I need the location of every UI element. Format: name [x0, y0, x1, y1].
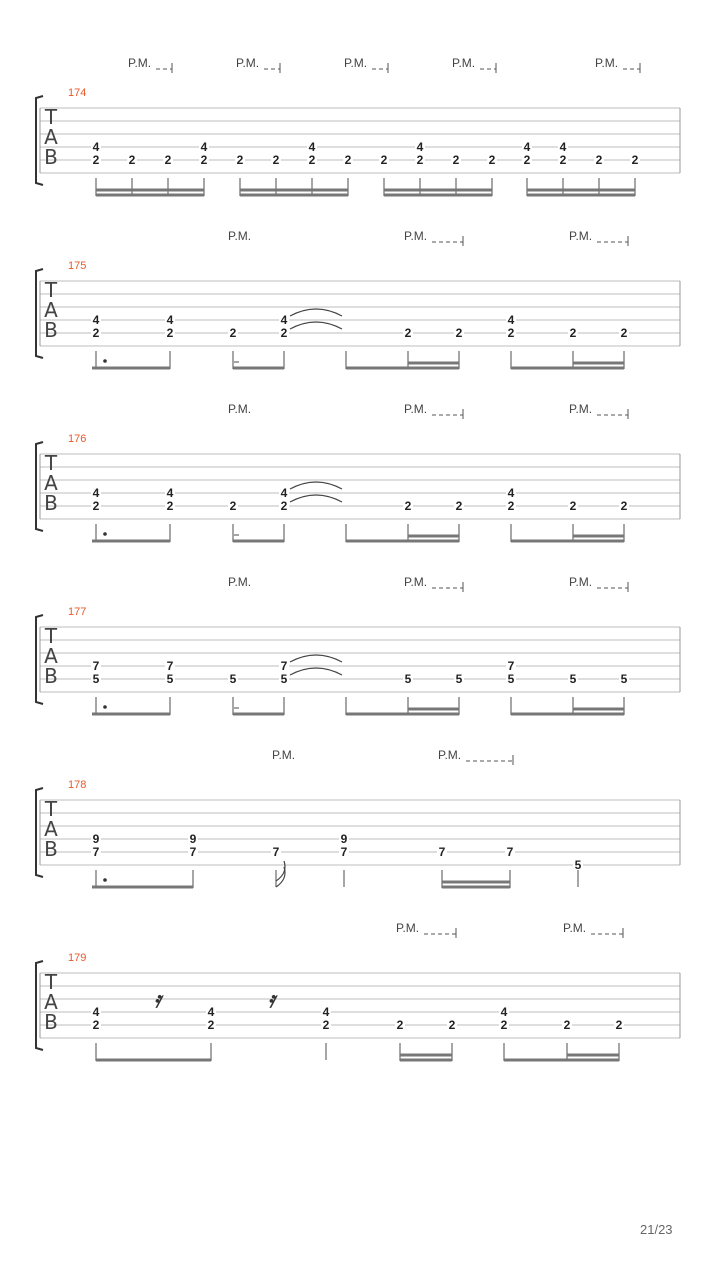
tab-clef-letter: T	[44, 105, 58, 129]
fret-number: 2	[448, 1018, 456, 1032]
fret-number: 2	[229, 326, 237, 340]
fret-number: 4	[166, 486, 174, 500]
fret-number: 4	[507, 313, 515, 327]
fret-number: 7	[92, 845, 100, 859]
fret-number: 4	[280, 313, 288, 327]
fret-number: 7	[189, 845, 197, 859]
fret-number: 2	[272, 153, 280, 167]
palm-mute-label: P.M.	[563, 921, 587, 935]
fret-number: 2	[404, 326, 412, 340]
fret-number: 2	[569, 499, 577, 513]
palm-mute-label: P.M.	[438, 748, 462, 762]
fret-number: 4	[322, 1005, 330, 1019]
tie-curve	[290, 495, 342, 502]
fret-number: 2	[166, 499, 174, 513]
fret-number: 2	[620, 326, 628, 340]
fret-number: 2	[523, 153, 531, 167]
fret-number: 5	[404, 672, 412, 686]
tie-curve	[290, 655, 342, 662]
fret-number: 2	[280, 499, 288, 513]
tab-clef-letter: A	[44, 644, 58, 668]
measure-number: 178	[68, 779, 87, 791]
tab-clef-letter: B	[44, 318, 58, 342]
palm-mute-label: P.M.	[404, 229, 428, 243]
fret-number: 4	[166, 313, 174, 327]
rhythm-dot	[103, 705, 107, 709]
fret-number: 2	[455, 499, 463, 513]
fret-number: 4	[559, 140, 567, 154]
fret-number: 2	[308, 153, 316, 167]
fret-number: 4	[92, 486, 100, 500]
palm-mute-label: P.M.	[569, 229, 593, 243]
fret-number: 2	[200, 153, 208, 167]
fret-number: 2	[507, 326, 515, 340]
fret-number: 2	[207, 1018, 215, 1032]
fret-number: 2	[559, 153, 567, 167]
tab-clef-letter: A	[44, 471, 58, 495]
fret-number: 2	[452, 153, 460, 167]
fret-number: 2	[396, 1018, 404, 1032]
tab-clef-letter: T	[44, 451, 58, 475]
fret-number: 2	[615, 1018, 623, 1032]
palm-mute-label: P.M.	[569, 402, 593, 416]
palm-mute-label: P.M.	[272, 748, 296, 762]
fret-number: 2	[416, 153, 424, 167]
tie-curve	[290, 668, 342, 675]
fret-number: 2	[92, 499, 100, 513]
fret-number: 5	[507, 672, 515, 686]
fret-number: 4	[280, 486, 288, 500]
fret-number: 5	[574, 858, 582, 872]
palm-mute-label: P.M.	[228, 229, 252, 243]
tab-clef-letter: A	[44, 125, 58, 149]
fret-number: 5	[620, 672, 628, 686]
fret-number: 4	[92, 140, 100, 154]
fret-number: 7	[272, 845, 280, 859]
fret-number: 4	[92, 1005, 100, 1019]
fret-number: 2	[507, 499, 515, 513]
palm-mute-label: P.M.	[569, 575, 593, 589]
fret-number: 5	[166, 672, 174, 686]
palm-mute-label: P.M.	[128, 56, 152, 70]
palm-mute-label: P.M.	[404, 575, 428, 589]
fret-number: 7	[506, 845, 514, 859]
fret-number: 2	[92, 326, 100, 340]
sixteenth-rest: 𝄿	[268, 987, 275, 1013]
fret-number: 2	[229, 499, 237, 513]
tab-clef-letter: A	[44, 817, 58, 841]
fret-number: 2	[344, 153, 352, 167]
palm-mute-label: P.M.	[452, 56, 476, 70]
fret-number: 2	[280, 326, 288, 340]
tab-clef-letter: T	[44, 797, 58, 821]
fret-number: 5	[455, 672, 463, 686]
fret-number: 2	[488, 153, 496, 167]
page-number: 21/23	[640, 1222, 673, 1237]
fret-number: 7	[166, 659, 174, 673]
fret-number: 2	[380, 153, 388, 167]
palm-mute-label: P.M.	[228, 575, 252, 589]
fret-number: 4	[507, 486, 515, 500]
fret-number: 4	[200, 140, 208, 154]
fret-number: 4	[92, 313, 100, 327]
fret-number: 4	[207, 1005, 215, 1019]
fret-number: 7	[438, 845, 446, 859]
fret-number: 5	[569, 672, 577, 686]
fret-number: 2	[166, 326, 174, 340]
fret-number: 2	[620, 499, 628, 513]
fret-number: 7	[280, 659, 288, 673]
palm-mute-label: P.M.	[396, 921, 420, 935]
measure-number: 174	[68, 87, 87, 99]
measure-number: 179	[68, 952, 87, 964]
fret-number: 2	[322, 1018, 330, 1032]
tab-clef-letter: T	[44, 624, 58, 648]
measure-number: 176	[68, 433, 87, 445]
fret-number: 4	[523, 140, 531, 154]
rhythm-dot	[103, 532, 107, 536]
fret-number: 2	[569, 326, 577, 340]
rhythm-dot	[103, 878, 107, 882]
palm-mute-label: P.M.	[228, 402, 252, 416]
sixteenth-rest: 𝄿	[154, 987, 161, 1013]
tie-curve	[290, 482, 342, 489]
fret-number: 5	[229, 672, 237, 686]
fret-number: 2	[563, 1018, 571, 1032]
palm-mute-label: P.M.	[236, 56, 260, 70]
fret-number: 7	[507, 659, 515, 673]
measure-number: 175	[68, 260, 87, 272]
fret-number: 4	[500, 1005, 508, 1019]
fret-number: 9	[189, 832, 197, 846]
fret-number: 2	[500, 1018, 508, 1032]
fret-number: 2	[404, 499, 412, 513]
tab-clef-letter: A	[44, 298, 58, 322]
fret-number: 2	[164, 153, 172, 167]
fret-number: 7	[92, 659, 100, 673]
fret-number: 2	[455, 326, 463, 340]
fret-number: 4	[416, 140, 424, 154]
tab-clef-letter: B	[44, 1010, 58, 1034]
fret-number: 5	[280, 672, 288, 686]
tab-clef-letter: B	[44, 664, 58, 688]
tab-clef-letter: T	[44, 278, 58, 302]
fret-number: 2	[128, 153, 136, 167]
fret-number: 7	[340, 845, 348, 859]
fret-number: 5	[92, 672, 100, 686]
fret-number: 9	[340, 832, 348, 846]
measure-number: 177	[68, 606, 87, 618]
fret-number: 2	[595, 153, 603, 167]
tie-curve	[290, 309, 342, 316]
fret-number: 4	[308, 140, 316, 154]
tab-clef-letter: B	[44, 145, 58, 169]
fret-number: 9	[92, 832, 100, 846]
tab-clef-letter: B	[44, 837, 58, 861]
palm-mute-label: P.M.	[344, 56, 368, 70]
fret-number: 2	[92, 153, 100, 167]
palm-mute-label: P.M.	[404, 402, 428, 416]
palm-mute-label: P.M.	[595, 56, 619, 70]
rhythm-dot	[103, 359, 107, 363]
fret-number: 2	[236, 153, 244, 167]
tab-clef-letter: T	[44, 970, 58, 994]
tab-clef-letter: B	[44, 491, 58, 515]
fret-number: 2	[92, 1018, 100, 1032]
tie-curve	[290, 322, 342, 329]
tab-clef-letter: A	[44, 990, 58, 1014]
fret-number: 2	[631, 153, 639, 167]
